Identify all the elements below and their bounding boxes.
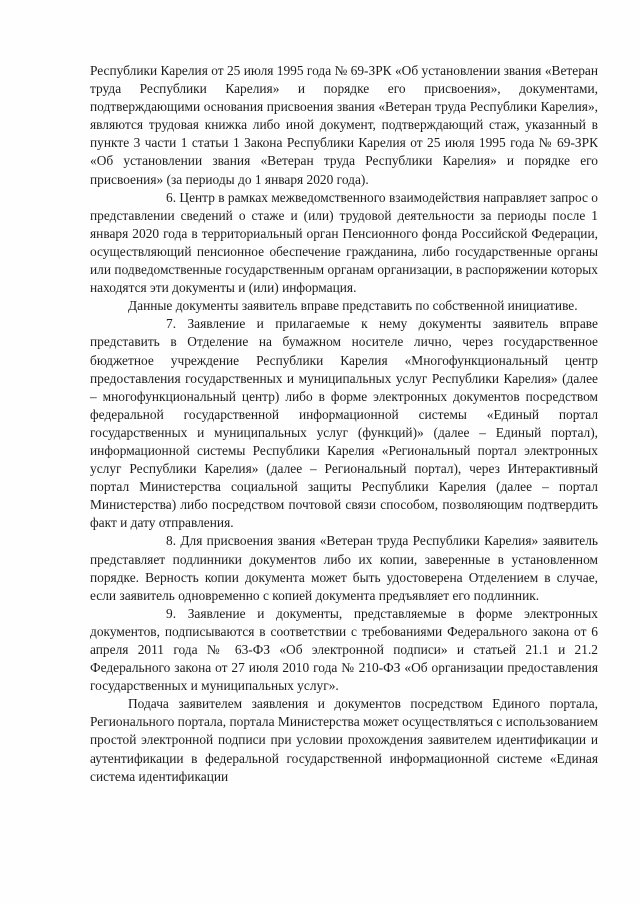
paragraph-number: 9. — [166, 605, 177, 621]
paragraph-continuation — [90, 62, 598, 189]
paragraph-submission — [90, 695, 598, 785]
paragraph-text: Подача заявителем заявления и документов посредством Единого портала, Регионального портала, портала Министерства может осуществляться с использованием простой электронной подписи при условии прохождения заявителем идентификации и аутентификации в федеральной государственной информационной системе «Единая система идентификации — [90, 696, 598, 784]
paragraph-text: Заявление и документы, представляемые в форме электронных документов, подписываются в соответствии с требованиями Федерального закона от 6 апреля 2011 года № 63-ФЗ «Об электронной подписи» и статьей 21.1 и 21.2 Федерального закона от 27 июля 2010 года № 210-ФЗ «Об организации предоставления государственных и муниципальных услуг». — [90, 605, 598, 694]
paragraph-item-6 — [90, 189, 598, 298]
paragraph-number: 8. — [166, 533, 177, 549]
paragraph-text: Данные документы заявитель вправе представить по собственной инициативе. — [128, 298, 578, 314]
paragraph-text: Республики Карелия от 25 июля 1995 года № 69-ЗРК «Об установлении звания «Ветеран труда Республики Карелия» и порядке его присвоения», документами, подтверждающими основания присвоения звания «Ветеран труда Республики Карелия», являются трудовая книжка либо иной документ, подтверждающий стаж, указанный в пункте 3 части 1 статьи 1 Закона Республики Карелия от 25 июля 1995 года № 69-ЗРК «Об установлении звания «Ветеран труда Республики Карелия» и порядке его присвоения» (за периоды до 1 января 2020 года). — [90, 63, 598, 187]
paragraph-item-8 — [90, 532, 598, 604]
paragraph-item-9 — [90, 605, 598, 695]
document-body — [90, 62, 598, 786]
paragraph-number: 6. — [166, 189, 177, 205]
paragraph-number: 7. — [166, 316, 177, 332]
paragraph-item-7 — [90, 315, 598, 532]
paragraph-initiative — [90, 297, 598, 315]
paragraph-text: Для присвоения звания «Ветеран труда Республики Карелия» заявитель представляет подлинники документов либо их копии, заверенные в установленном порядке. Верность копии документа может быть удостоверена Отделением в случае, если заявитель одновременно с копией документа предъявляет его подлинник. — [90, 533, 598, 603]
paragraph-text: Центр в рамках межведомственного взаимодействия направляет запрос о представлении сведений о стаже и (или) трудовой деятельности за периоды после 1 января 2020 года в территориальный орган Пенсионного фонда Российской Федерации, осуществляющий пенсионное обеспечение гражданина, либо государственные органы или подведомственные государственным органам организации, в распоряжении которых находятся эти документы и (или) информация. — [90, 189, 598, 296]
paragraph-text: Заявление и прилагаемые к нему документы заявитель вправе представить в Отделение на бумажном носителе лично, через государственное бюджетное учреждение Республики Карелия «Многофункциональный центр предоставления государственных и муниципальных услуг Республики Карелия» (далее – многофункциональный центр) либо в форме электронных документов посредством федеральной государственной информационной системы «Единый портал государственных и муниципальных услуг (функций)» (далее – Единый портал), информационной системы Республики Карелия «Региональный портал электронных услуг Республики Карелия» (далее – Региональный портал), через Интерактивный портал Министерства социальной защиты Республики Карелия (далее – портал Министерства) либо посредством почтовой связи способом, позволяющим подтвердить факт и дату отправления. — [90, 316, 598, 531]
